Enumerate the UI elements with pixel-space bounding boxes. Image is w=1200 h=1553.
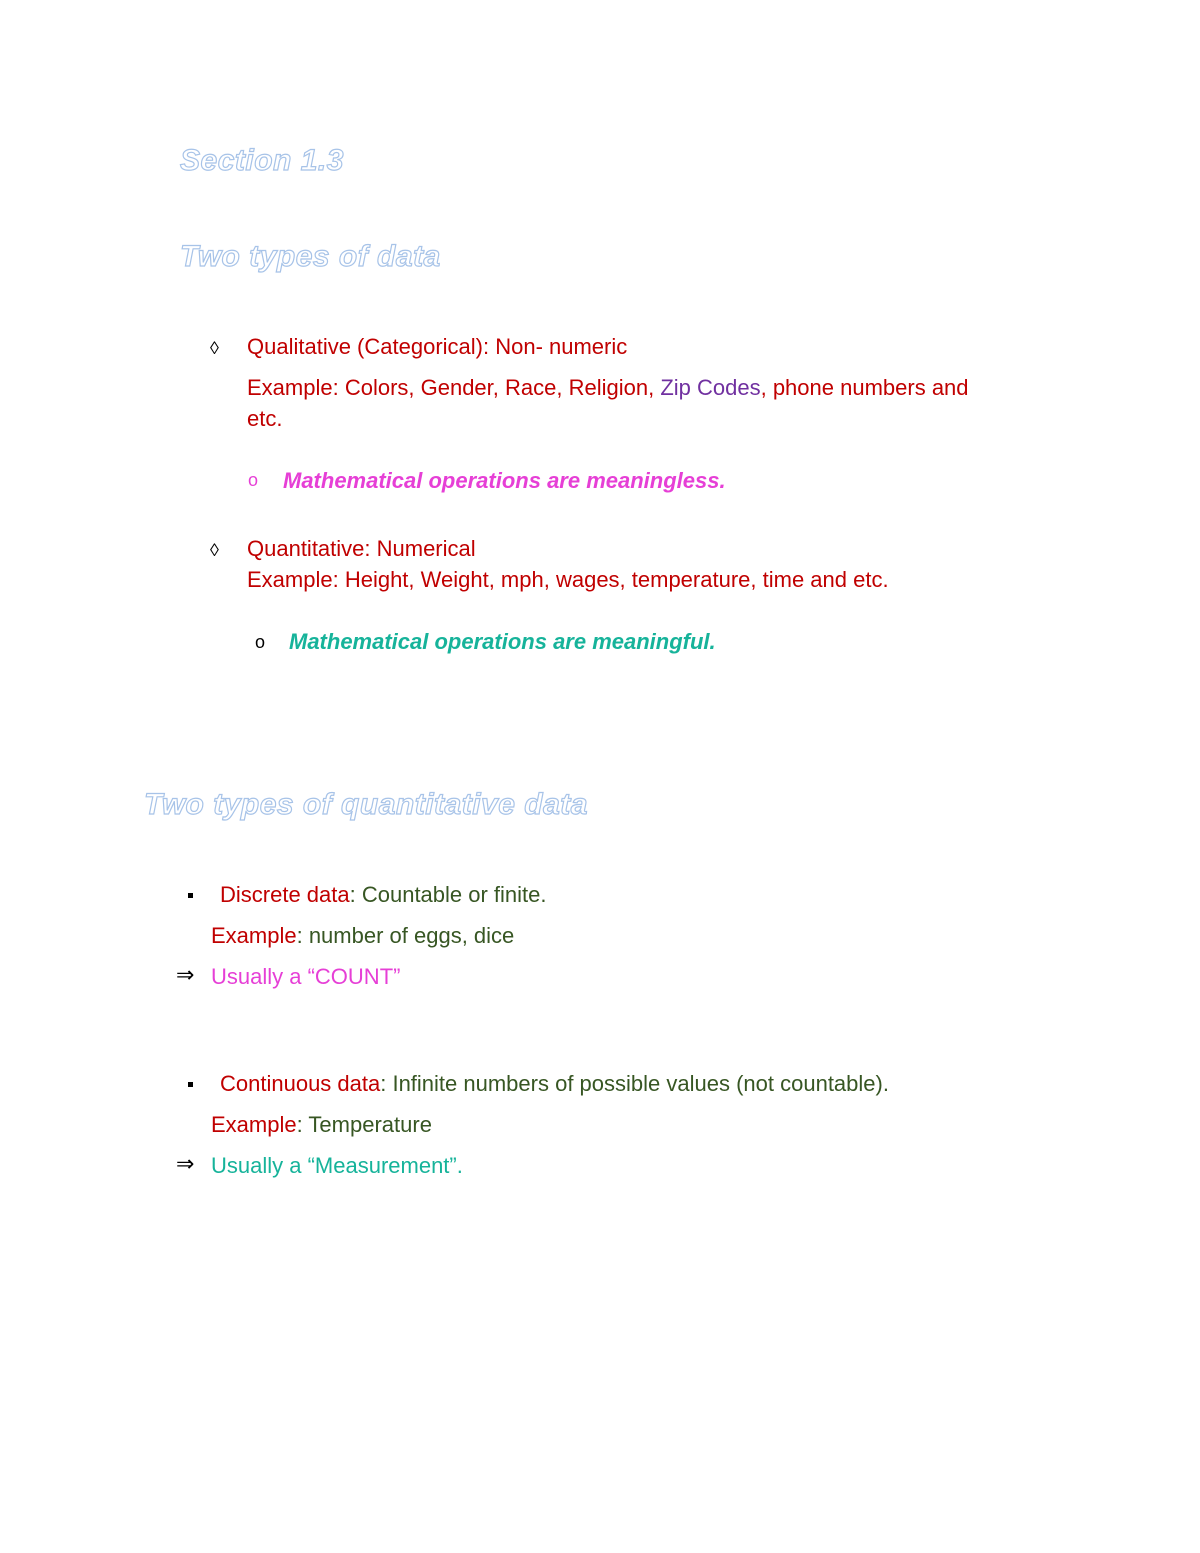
diamond-bullet-icon: ◊ [210, 338, 219, 358]
continuous-usually: Usually a “Measurement”. [211, 1153, 463, 1178]
quantitative-example: Example: Height, Weight, mph, wages, temperature, time and etc. [247, 567, 889, 592]
square-bullet-icon [188, 1082, 193, 1087]
continuous-line [220, 1069, 889, 1099]
circle-bullet-icon: o [255, 632, 266, 652]
discrete-label: Discrete data [220, 882, 350, 907]
qualitative-example-line2: etc. [247, 406, 283, 431]
implies-arrow-icon: ⇒ [176, 1151, 195, 1176]
qualitative-example-part2: , phone numbers and [760, 375, 969, 400]
two-types-of-data-heading: Two types of data [180, 240, 441, 273]
qualitative-example-part1: Example: Colors, Gender, Race, Religion, [247, 375, 661, 400]
discrete-line [220, 880, 547, 910]
discrete-example-text: : number of eggs, dice [296, 923, 515, 948]
quantitative-note: Mathematical operations are meaningful. [289, 629, 716, 654]
square-bullet-icon [188, 893, 193, 898]
qualitative-example-zip: Zip Codes [660, 375, 761, 400]
continuous-description: : Infinite numbers of possible values (not countable). [380, 1071, 889, 1096]
quantitative-title: Quantitative: Numerical [247, 536, 476, 561]
discrete-description: : Countable or finite. [349, 882, 547, 907]
section-heading: Section 1.3 [180, 144, 344, 177]
two-types-quantitative-heading: Two types of quantitative data [144, 788, 588, 821]
discrete-example-label: Example [211, 923, 297, 948]
continuous-example [211, 1110, 432, 1140]
qualitative-example [247, 373, 969, 403]
implies-arrow-icon: ⇒ [176, 962, 195, 987]
diamond-bullet-icon: ◊ [210, 540, 219, 560]
circle-bullet-icon: o [248, 470, 259, 490]
continuous-example-label: Example [211, 1112, 297, 1137]
qualitative-title: Qualitative (Categorical): Non- numeric [247, 334, 628, 359]
discrete-usually: Usually a “COUNT” [211, 964, 401, 989]
qualitative-note: Mathematical operations are meaningless. [283, 468, 726, 493]
continuous-label: Continuous data [220, 1071, 381, 1096]
continuous-example-text: : Temperature [296, 1112, 432, 1137]
discrete-example [211, 921, 514, 951]
